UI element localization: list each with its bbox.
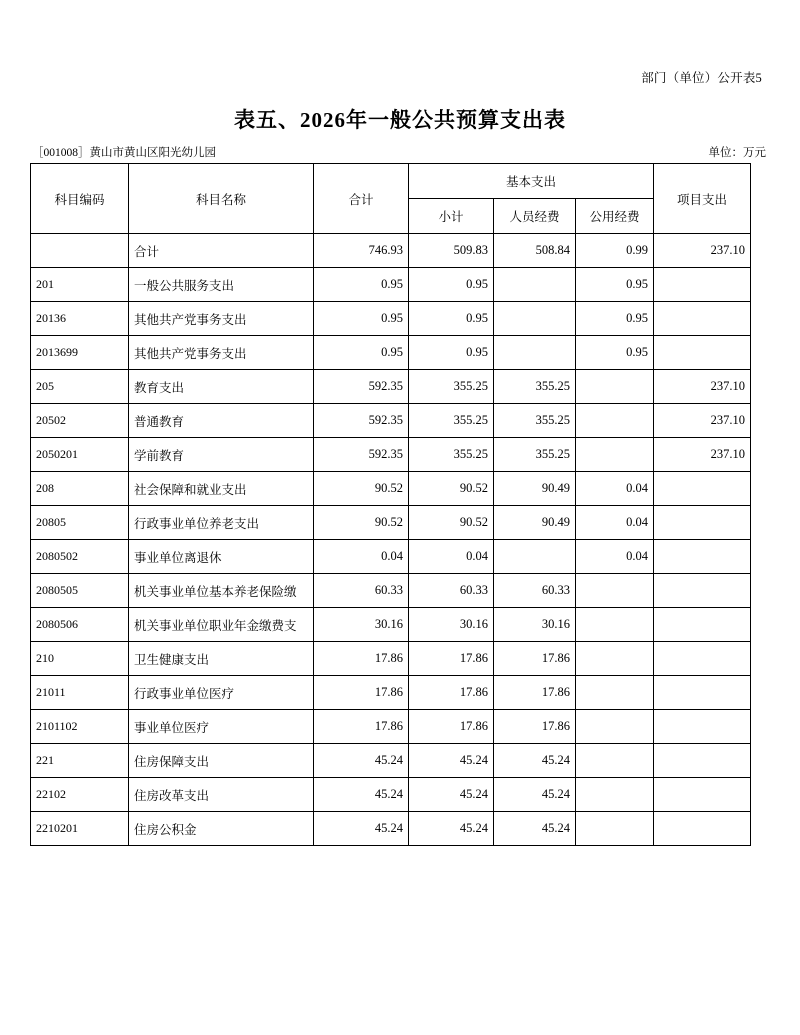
cell-total: 45.24 <box>314 744 409 778</box>
col-header-name: 科目名称 <box>129 164 314 234</box>
cell-name: 事业单位医疗 <box>129 710 314 744</box>
cell-total: 0.04 <box>314 540 409 574</box>
cell-code: 2101102 <box>31 710 129 744</box>
cell-personnel <box>494 540 576 574</box>
table-row <box>31 506 751 540</box>
cell-name: 事业单位离退休 <box>129 540 314 574</box>
col-header-public: 公用经费 <box>576 199 654 234</box>
cell-total: 0.95 <box>314 336 409 370</box>
cell-public <box>576 574 654 608</box>
cell-subtotal: 355.25 <box>409 370 494 404</box>
col-header-total: 合计 <box>314 164 409 234</box>
cell-name: 行政事业单位医疗 <box>129 676 314 710</box>
cell-project <box>654 472 751 506</box>
table-row <box>31 302 751 336</box>
cell-public: 0.95 <box>576 336 654 370</box>
cell-name: 其他共产党事务支出 <box>129 336 314 370</box>
cell-personnel: 17.86 <box>494 710 576 744</box>
cell-subtotal: 45.24 <box>409 744 494 778</box>
cell-public <box>576 778 654 812</box>
cell-name: 社会保障和就业支出 <box>129 472 314 506</box>
table-row <box>31 642 751 676</box>
cell-code: 2210201 <box>31 812 129 846</box>
unit-label: 单位：万元 <box>708 147 766 159</box>
cell-personnel: 355.25 <box>494 438 576 472</box>
public-table-note: 部门（单位）公开表5 <box>641 71 762 85</box>
cell-personnel: 355.25 <box>494 404 576 438</box>
cell-subtotal: 60.33 <box>409 574 494 608</box>
cell-code: 205 <box>31 370 129 404</box>
cell-subtotal: 0.95 <box>409 268 494 302</box>
col-header-project: 项目支出 <box>654 164 751 234</box>
cell-name: 住房改革支出 <box>129 778 314 812</box>
cell-public: 0.04 <box>576 472 654 506</box>
cell-project <box>654 676 751 710</box>
cell-personnel: 90.49 <box>494 472 576 506</box>
cell-project <box>654 574 751 608</box>
cell-code: 208 <box>31 472 129 506</box>
cell-code: 21011 <box>31 676 129 710</box>
cell-personnel: 17.86 <box>494 642 576 676</box>
col-header-code: 科目编码 <box>31 164 129 234</box>
cell-public <box>576 676 654 710</box>
cell-personnel: 30.16 <box>494 608 576 642</box>
entity-label: ［001008］黄山市黄山区阳光幼儿园 <box>32 147 216 159</box>
cell-subtotal: 45.24 <box>409 812 494 846</box>
cell-subtotal: 45.24 <box>409 778 494 812</box>
cell-code: 201 <box>31 268 129 302</box>
table-row <box>31 336 751 370</box>
cell-subtotal: 0.95 <box>409 302 494 336</box>
cell-project <box>654 642 751 676</box>
cell-public <box>576 404 654 438</box>
cell-total: 592.35 <box>314 370 409 404</box>
table-row <box>31 472 751 506</box>
cell-project <box>654 812 751 846</box>
cell-code: 2013699 <box>31 336 129 370</box>
cell-project <box>654 540 751 574</box>
table-row <box>31 438 751 472</box>
budget-expenditure-table <box>30 163 751 846</box>
cell-public: 0.04 <box>576 506 654 540</box>
table-row <box>31 710 751 744</box>
cell-public <box>576 438 654 472</box>
cell-total: 0.95 <box>314 268 409 302</box>
cell-project <box>654 336 751 370</box>
cell-subtotal: 355.25 <box>409 404 494 438</box>
cell-subtotal: 17.86 <box>409 710 494 744</box>
cell-total: 746.93 <box>314 234 409 268</box>
cell-personnel <box>494 302 576 336</box>
cell-subtotal: 0.95 <box>409 336 494 370</box>
cell-personnel: 45.24 <box>494 744 576 778</box>
cell-project <box>654 608 751 642</box>
cell-total: 592.35 <box>314 404 409 438</box>
cell-public: 0.99 <box>576 234 654 268</box>
cell-total: 0.95 <box>314 302 409 336</box>
cell-name: 普通教育 <box>129 404 314 438</box>
table-row <box>31 370 751 404</box>
cell-name: 住房公积金 <box>129 812 314 846</box>
table-row <box>31 268 751 302</box>
cell-subtotal: 30.16 <box>409 608 494 642</box>
cell-total: 17.86 <box>314 642 409 676</box>
table-row <box>31 574 751 608</box>
table-head <box>31 164 751 234</box>
cell-name: 卫生健康支出 <box>129 642 314 676</box>
table-row <box>31 744 751 778</box>
cell-project <box>654 778 751 812</box>
subheader <box>30 144 770 160</box>
cell-code: 210 <box>31 642 129 676</box>
cell-code: 22102 <box>31 778 129 812</box>
cell-project <box>654 744 751 778</box>
table-body <box>31 234 751 846</box>
cell-name: 住房保障支出 <box>129 744 314 778</box>
table-header-row-1 <box>31 164 751 199</box>
cell-name: 行政事业单位养老支出 <box>129 506 314 540</box>
cell-subtotal: 0.04 <box>409 540 494 574</box>
table-row <box>31 676 751 710</box>
cell-public <box>576 710 654 744</box>
cell-project <box>654 506 751 540</box>
cell-project <box>654 268 751 302</box>
cell-name: 其他共产党事务支出 <box>129 302 314 336</box>
cell-public: 0.95 <box>576 302 654 336</box>
cell-total: 17.86 <box>314 676 409 710</box>
cell-code: 221 <box>31 744 129 778</box>
cell-total: 592.35 <box>314 438 409 472</box>
cell-project <box>654 710 751 744</box>
cell-public: 0.95 <box>576 268 654 302</box>
cell-code: 2080502 <box>31 540 129 574</box>
cell-name: 合计 <box>129 234 314 268</box>
cell-name: 机关事业单位职业年金缴费支 <box>129 608 314 642</box>
cell-code: 20805 <box>31 506 129 540</box>
cell-total: 45.24 <box>314 812 409 846</box>
cell-total: 90.52 <box>314 506 409 540</box>
table-row <box>31 778 751 812</box>
col-header-basic-subtotal: 小计 <box>409 199 494 234</box>
cell-subtotal: 17.86 <box>409 676 494 710</box>
table-row <box>31 404 751 438</box>
cell-personnel <box>494 336 576 370</box>
cell-personnel: 508.84 <box>494 234 576 268</box>
cell-public <box>576 812 654 846</box>
cell-subtotal: 90.52 <box>409 506 494 540</box>
cell-code <box>31 234 129 268</box>
cell-personnel: 45.24 <box>494 778 576 812</box>
col-header-basic-group: 基本支出 <box>409 164 654 199</box>
cell-code: 2080506 <box>31 608 129 642</box>
col-header-personnel: 人员经费 <box>494 199 576 234</box>
cell-public <box>576 744 654 778</box>
cell-personnel <box>494 268 576 302</box>
table-row <box>31 608 751 642</box>
cell-subtotal: 17.86 <box>409 642 494 676</box>
cell-subtotal: 90.52 <box>409 472 494 506</box>
cell-total: 45.24 <box>314 778 409 812</box>
table-row <box>31 540 751 574</box>
cell-public <box>576 370 654 404</box>
cell-project: 237.10 <box>654 234 751 268</box>
table-row <box>31 812 751 846</box>
cell-personnel: 90.49 <box>494 506 576 540</box>
cell-personnel: 45.24 <box>494 812 576 846</box>
cell-code: 2080505 <box>31 574 129 608</box>
cell-name: 机关事业单位基本养老保险缴 <box>129 574 314 608</box>
cell-public <box>576 608 654 642</box>
cell-project: 237.10 <box>654 370 751 404</box>
cell-personnel: 17.86 <box>494 676 576 710</box>
cell-code: 20502 <box>31 404 129 438</box>
cell-code: 20136 <box>31 302 129 336</box>
page-title: 表五、2026年一般公共预算支出表 <box>234 108 566 132</box>
cell-project <box>654 302 751 336</box>
cell-name: 教育支出 <box>129 370 314 404</box>
cell-personnel: 355.25 <box>494 370 576 404</box>
cell-name: 一般公共服务支出 <box>129 268 314 302</box>
cell-public <box>576 642 654 676</box>
table-row <box>31 234 751 268</box>
cell-public: 0.04 <box>576 540 654 574</box>
cell-code: 2050201 <box>31 438 129 472</box>
cell-project: 237.10 <box>654 404 751 438</box>
cell-personnel: 60.33 <box>494 574 576 608</box>
cell-total: 60.33 <box>314 574 409 608</box>
cell-total: 90.52 <box>314 472 409 506</box>
cell-total: 17.86 <box>314 710 409 744</box>
cell-project: 237.10 <box>654 438 751 472</box>
cell-total: 30.16 <box>314 608 409 642</box>
cell-name: 学前教育 <box>129 438 314 472</box>
cell-subtotal: 355.25 <box>409 438 494 472</box>
cell-subtotal: 509.83 <box>409 234 494 268</box>
